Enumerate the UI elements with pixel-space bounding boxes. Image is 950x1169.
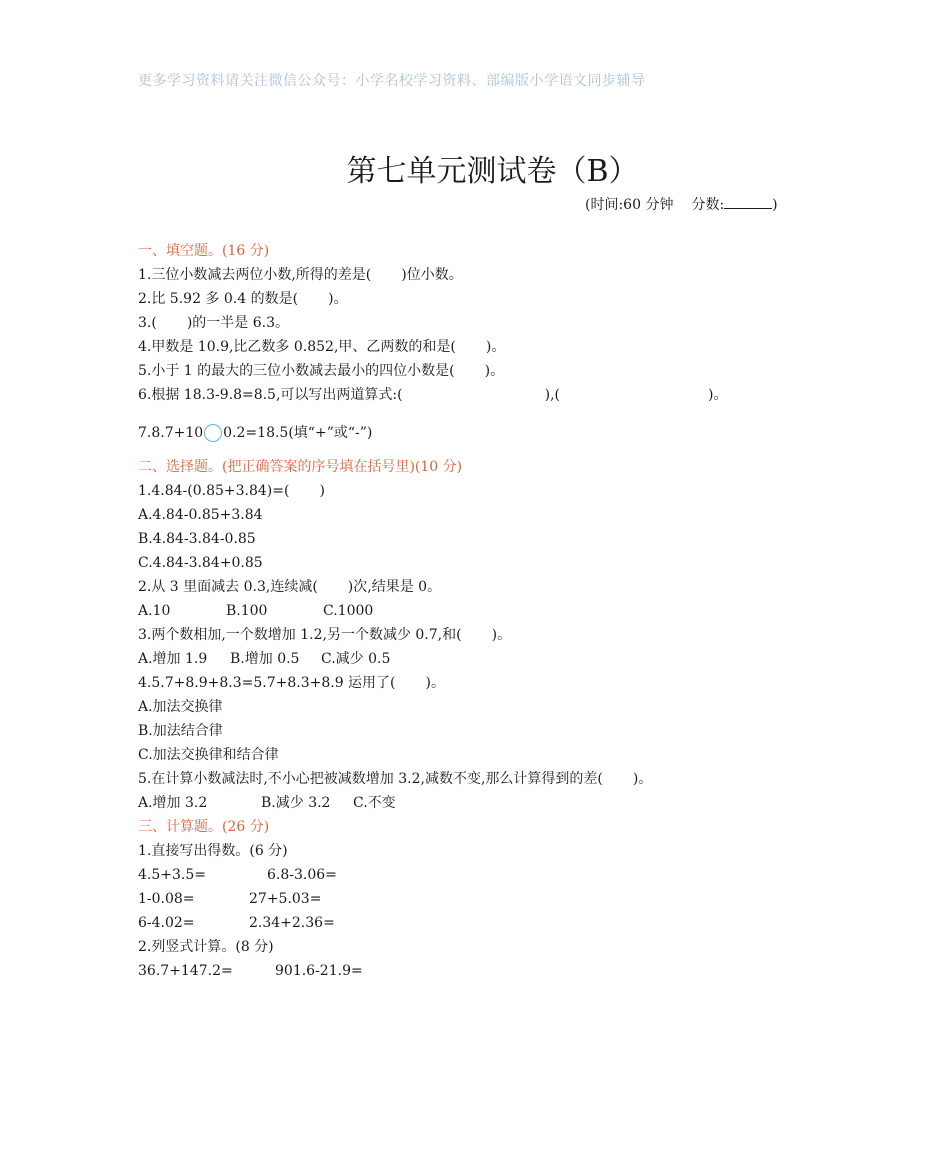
choice-q2-option-b: B.100 bbox=[226, 603, 268, 619]
score-blank bbox=[724, 196, 772, 209]
fill-q3-text: 3.( bbox=[138, 315, 157, 331]
choice-q2-option-c: C.1000 bbox=[323, 603, 374, 619]
choice-q3-option-b: B.增加 0.5 bbox=[230, 651, 300, 667]
calc-expr: 6.8-3.06= bbox=[267, 867, 337, 883]
header-note: 更多学习资料请关注微信公众号：小学名校学习资料、部编版小学语文同步辅导 bbox=[138, 73, 646, 89]
choice-q5-text: 5.在计算小数减法时,不小心把被减数增加 3.2,减数不变,那么计算得到的差( bbox=[138, 771, 603, 787]
choice-q4-option-c: C.加法交换律和结合律 bbox=[138, 747, 279, 763]
calc-expr: 27+5.03= bbox=[249, 891, 322, 907]
calc-row-3 bbox=[138, 913, 335, 933]
choice-q2-option-a: A.10 bbox=[138, 603, 171, 619]
fill-q5-text-end: )。 bbox=[484, 363, 505, 379]
fill-q7-text: 7.8.7+10 bbox=[138, 425, 204, 441]
choice-q4 bbox=[138, 673, 445, 693]
calc-row-2 bbox=[138, 889, 321, 909]
choice-q4-text-end: )。 bbox=[425, 675, 445, 691]
fill-q1-text: 1.三位小数减去两位小数,所得的差是( bbox=[138, 267, 372, 283]
score-close: ) bbox=[772, 197, 778, 213]
calc-expr: 36.7+147.2= bbox=[138, 963, 233, 979]
calc-expr: 901.6-21.9= bbox=[275, 963, 363, 979]
choice-q4-option-a: A.加法交换律 bbox=[138, 699, 223, 715]
fill-q3 bbox=[138, 313, 289, 333]
calc-row-1 bbox=[138, 865, 337, 885]
choice-q3-option-a: A.增加 1.9 bbox=[138, 651, 208, 667]
section-choice-heading: 二、选择题。(把正确答案的序号填在括号里)(10 分) bbox=[138, 459, 463, 475]
answer-circle-icon bbox=[204, 424, 222, 442]
calc-part2-label: 2.列竖式计算。(8 分) bbox=[138, 939, 274, 955]
score-label: 分数: bbox=[691, 197, 725, 213]
calc-expr: 6-4.02= bbox=[138, 915, 195, 931]
fill-q7-text-end: 0.2=18.5(填“+”或“-”) bbox=[223, 425, 373, 441]
choice-q1-option-b: B.4.84-3.84-0.85 bbox=[138, 531, 256, 547]
calc-part1-label: 1.直接写出得数。(6 分) bbox=[138, 843, 288, 859]
fill-q6-text: 6.根据 18.3-9.8=8.5,可以写出两道算式:( bbox=[138, 387, 403, 403]
fill-q3-text-end: )的一半是 6.3。 bbox=[186, 315, 290, 331]
fill-q1-text-end: )位小数。 bbox=[401, 267, 463, 283]
fill-q6-text-end: )。 bbox=[707, 387, 728, 403]
fill-q7 bbox=[138, 423, 372, 443]
choice-q1 bbox=[138, 481, 325, 501]
fill-q2-text-end: )。 bbox=[328, 291, 348, 307]
fill-q2 bbox=[138, 289, 348, 309]
fill-q5 bbox=[138, 361, 504, 381]
calc-expr: 1-0.08= bbox=[138, 891, 195, 907]
choice-q5-text-end: )。 bbox=[632, 771, 653, 787]
choice-q5-options bbox=[138, 793, 396, 813]
choice-q2-text-end: )次,结果是 0。 bbox=[347, 579, 442, 595]
choice-q1-option-a: A.4.84-0.85+3.84 bbox=[138, 507, 263, 523]
time-limit: (时间:60 分钟 bbox=[585, 197, 674, 213]
choice-q5 bbox=[138, 769, 652, 789]
choice-q5-option-c: C.不变 bbox=[353, 795, 396, 811]
choice-q2-options bbox=[138, 601, 373, 621]
fill-q4-text: 4.甲数是 10.9,比乙数多 0.852,甲、乙两数的和是( bbox=[138, 339, 456, 355]
choice-q3-text: 3.两个数相加,一个数增加 1.2,另一个数减少 0.7,和( bbox=[138, 627, 462, 643]
fill-q6 bbox=[138, 385, 727, 405]
fill-q6-text-mid: ),( bbox=[544, 387, 560, 403]
choice-q3-text-end: )。 bbox=[491, 627, 512, 643]
choice-q2-text: 2.从 3 里面减去 0.3,连续减( bbox=[138, 579, 318, 595]
section-calc-heading: 三、计算题。(26 分) bbox=[138, 819, 270, 835]
choice-q4-text: 4.5.7+8.9+8.3=5.7+8.3+8.9 运用了( bbox=[138, 675, 396, 691]
choice-q3-options bbox=[138, 649, 390, 669]
choice-q1-text: 1.4.84-(0.85+3.84)=( bbox=[138, 483, 290, 499]
fill-q4-text-end: )。 bbox=[485, 339, 506, 355]
section-fill-blank-heading: 一、填空题。(16 分) bbox=[138, 243, 270, 259]
fill-q4 bbox=[138, 337, 505, 357]
calc-expr: 4.5+3.5= bbox=[138, 867, 206, 883]
choice-q5-option-b: B.减少 3.2 bbox=[261, 795, 331, 811]
choice-q1-option-c: C.4.84-3.84+0.85 bbox=[138, 555, 263, 571]
choice-q4-option-b: B.加法结合律 bbox=[138, 723, 223, 739]
choice-q2 bbox=[138, 577, 441, 597]
choice-q3 bbox=[138, 625, 511, 645]
fill-q1 bbox=[138, 265, 463, 285]
calc-expr: 2.34+2.36= bbox=[249, 915, 335, 931]
choice-q5-option-a: A.增加 3.2 bbox=[138, 795, 208, 811]
page-title: 第七单元测试卷（B） bbox=[346, 154, 639, 189]
choice-q1-text-end: ) bbox=[319, 483, 325, 499]
calc-row-4 bbox=[138, 961, 363, 981]
choice-q3-option-c: C.减少 0.5 bbox=[321, 651, 391, 667]
fill-q2-text: 2.比 5.92 多 0.4 的数是( bbox=[138, 291, 299, 307]
exam-meta bbox=[585, 194, 778, 214]
fill-q5-text: 5.小于 1 的最大的三位小数减去最小的四位小数是( bbox=[138, 363, 455, 379]
